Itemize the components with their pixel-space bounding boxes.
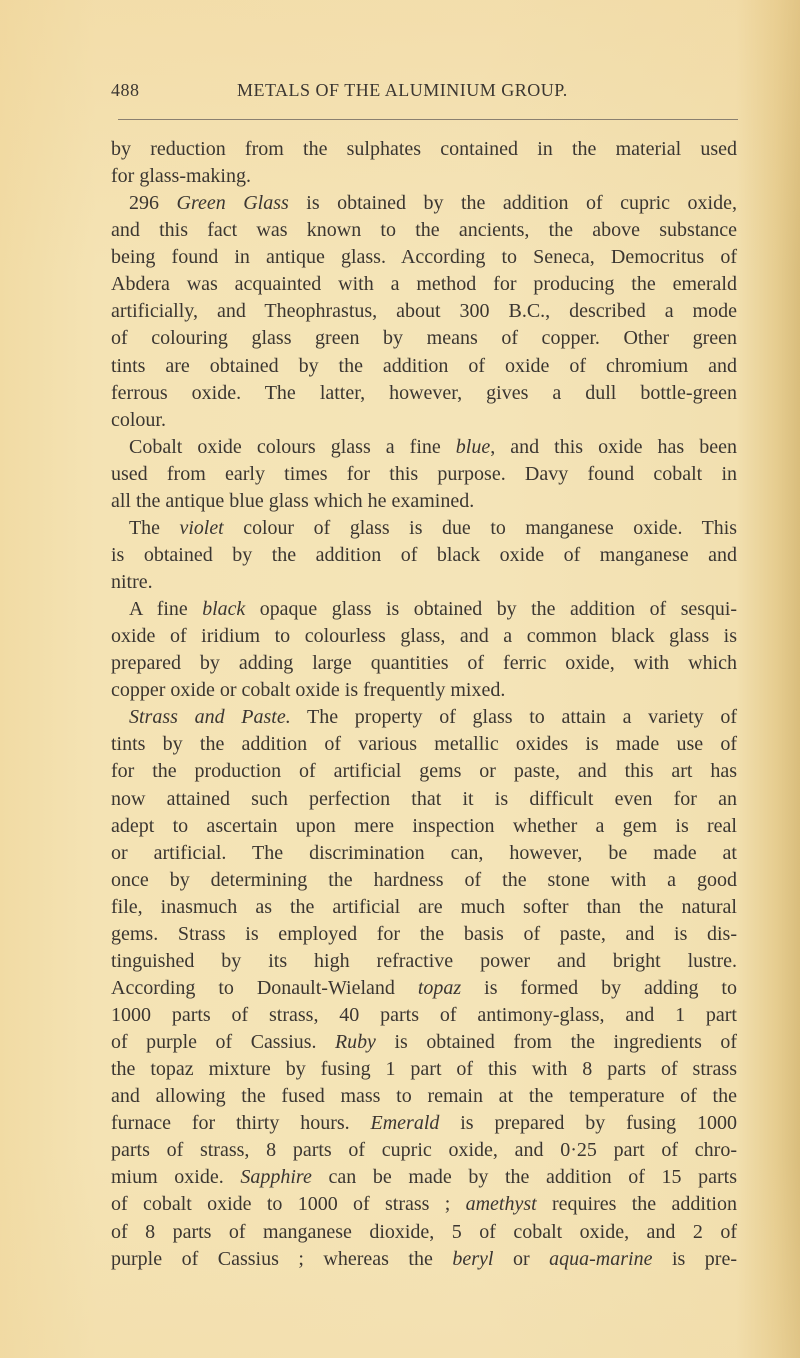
- text-line: [111, 244, 737, 271]
- text-run: now attained such perfection that it is difficult even for an: [111, 787, 737, 810]
- text-line: [111, 867, 737, 894]
- italic-term: Ruby: [335, 1031, 376, 1054]
- italic-term: amethyst: [465, 1193, 537, 1216]
- text-run: all the antique blue glass which he examined.: [111, 489, 475, 512]
- italic-term: topaz: [417, 976, 462, 999]
- body-text: [111, 136, 737, 1273]
- text-run: tinguished by its high refractive power and bright lustre.: [111, 949, 737, 972]
- text-line: [111, 596, 737, 623]
- text-run: of 8 parts of manganese dioxide, 5 of cobalt oxide, and 2 of: [111, 1220, 737, 1243]
- text-run: of cobalt oxide to 1000 of strass ;: [111, 1193, 466, 1216]
- running-title: METALS OF THE ALUMINIUM GROUP.: [237, 80, 568, 100]
- text-line: [111, 1083, 737, 1110]
- text-run: or: [493, 1247, 550, 1270]
- text-run: once by determining the hardness of the stone with a good: [111, 868, 737, 891]
- text-run: colour of glass is due to manganese oxide. This: [223, 516, 737, 539]
- text-line: [111, 786, 737, 813]
- text-line: [111, 650, 737, 677]
- text-run: , and this oxide has been: [490, 435, 737, 458]
- text-line: [111, 840, 737, 867]
- text-run: tints are obtained by the addition of oxide of chromium and: [111, 354, 737, 377]
- text-run: artificially, and Theophrastus, about 300 B.C., described a mode: [111, 300, 737, 323]
- text-line: [111, 1110, 737, 1137]
- text-line: [111, 271, 737, 298]
- text-run: used from early times for this purpose. Davy found cobalt in: [111, 462, 737, 485]
- text-run: 296: [129, 192, 177, 215]
- text-line: [111, 136, 737, 163]
- text-line: [111, 1137, 737, 1164]
- text-line: [111, 380, 737, 407]
- text-run: is obtained by the addition of cupric oxide,: [288, 192, 737, 215]
- text-run: purple of Cassius ; whereas the: [111, 1247, 453, 1270]
- text-line: [111, 677, 737, 704]
- text-run: copper oxide or cobalt oxide is frequently mixed.: [111, 679, 506, 702]
- text-run: prepared by adding large quantities of ferric oxide, with which: [111, 652, 737, 675]
- text-run: oxide of iridium to colourless glass, and a common black glass is: [111, 625, 737, 648]
- text-line: [111, 353, 737, 380]
- text-line: [111, 948, 737, 975]
- text-run: and allowing the fused mass to remain at the temperature of the: [111, 1085, 737, 1108]
- italic-term: violet: [179, 516, 224, 539]
- text-line: [111, 1191, 737, 1218]
- text-line: [111, 461, 737, 488]
- text-run: opaque glass is obtained by the addition of sesqui-: [245, 598, 737, 621]
- text-run: or artificial. The discrimination can, however, be made at: [111, 841, 737, 864]
- text-run: is obtained from the ingredients of: [375, 1031, 737, 1054]
- text-run: requires the addition: [536, 1193, 737, 1216]
- italic-term: beryl: [452, 1247, 494, 1270]
- text-line: [111, 217, 737, 244]
- text-run: is obtained by the addition of black oxide of manganese and: [111, 543, 737, 566]
- text-line: [111, 515, 737, 542]
- italic-term: blue: [455, 435, 491, 458]
- text-line: [111, 758, 737, 785]
- text-run: ferrous oxide. The latter, however, gives a dull bottle-green: [111, 381, 737, 404]
- text-line: [111, 813, 737, 840]
- text-run: gems. Strass is employed for the basis of paste, and is dis-: [111, 922, 737, 945]
- text-line: [111, 298, 737, 325]
- text-run: can be made by the addition of 15 parts: [311, 1166, 737, 1189]
- italic-term: black: [202, 598, 246, 621]
- italic-term: aqua-marine: [549, 1247, 653, 1270]
- text-run: file, inasmuch as the artificial are much softer than the natural: [111, 895, 737, 918]
- text-run: Cobalt oxide colours glass a fine: [129, 435, 456, 458]
- text-run: mium oxide.: [111, 1166, 241, 1189]
- italic-term: Emerald: [370, 1112, 440, 1135]
- italic-term: Green Glass: [176, 192, 289, 215]
- text-line: [111, 1164, 737, 1191]
- header-rule: [118, 119, 738, 120]
- text-run: by reduction from the sulphates contained in the material used: [111, 138, 737, 160]
- text-run: A fine: [129, 598, 203, 621]
- text-line: [111, 731, 737, 758]
- text-run: for the production of artificial gems or paste, and this art has: [111, 760, 737, 783]
- text-line: [111, 894, 737, 921]
- text-run: is formed by adding to: [461, 976, 737, 999]
- text-run: is prepared by fusing 1000: [439, 1112, 737, 1135]
- italic-term: Strass and Paste.: [129, 706, 291, 729]
- text-run: for glass-making.: [111, 165, 251, 188]
- text-run: and this fact was known to the ancients, the above substance: [111, 219, 737, 242]
- text-run: parts of strass, 8 parts of cupric oxide, and 0·25 part of chro-: [111, 1139, 737, 1162]
- text-run: The property of glass to attain a variety of: [290, 706, 737, 729]
- italic-term: Sapphire: [240, 1166, 312, 1189]
- page-number: 488: [111, 80, 140, 100]
- text-line: [111, 488, 737, 515]
- text-run: the topaz mixture by fusing 1 part of this with 8 parts of strass: [111, 1058, 737, 1081]
- text-run: being found in antique glass. According to Seneca, Democritus of: [111, 246, 737, 269]
- text-run: 1000 parts of strass, 40 parts of antimony-glass, and 1 part: [111, 1004, 737, 1026]
- text-run: Abdera was acquainted with a method for producing the emerald: [111, 273, 737, 296]
- text-line: [111, 434, 737, 461]
- text-run: is pre-: [652, 1247, 737, 1270]
- text-run: furnace for thirty hours.: [111, 1112, 371, 1135]
- text-run: colour.: [111, 408, 166, 431]
- text-line: [111, 190, 737, 217]
- text-line: [111, 704, 737, 731]
- text-line: [111, 1002, 737, 1029]
- text-line: [111, 975, 737, 1002]
- text-run: According to Donault-Wieland: [111, 976, 418, 999]
- text-line: [111, 1246, 737, 1273]
- text-line: [111, 163, 737, 190]
- text-line: [111, 542, 737, 569]
- text-run: adept to ascertain upon mere inspection whether a gem is real: [111, 814, 737, 837]
- text-run: The: [129, 516, 180, 539]
- text-line: [111, 1056, 737, 1083]
- running-header: [111, 80, 737, 108]
- text-line: [111, 569, 737, 596]
- text-run: tints by the addition of various metallic oxides is made use of: [111, 733, 737, 756]
- text-line: [111, 623, 737, 650]
- text-line: [111, 1219, 737, 1246]
- text-line: [111, 325, 737, 352]
- text-run: nitre.: [111, 571, 153, 593]
- text-run: of colouring glass green by means of copper. Other green: [111, 327, 737, 350]
- text-line: [111, 921, 737, 948]
- text-line: [111, 1029, 737, 1056]
- text-run: of purple of Cassius.: [111, 1031, 336, 1054]
- text-line: [111, 407, 737, 434]
